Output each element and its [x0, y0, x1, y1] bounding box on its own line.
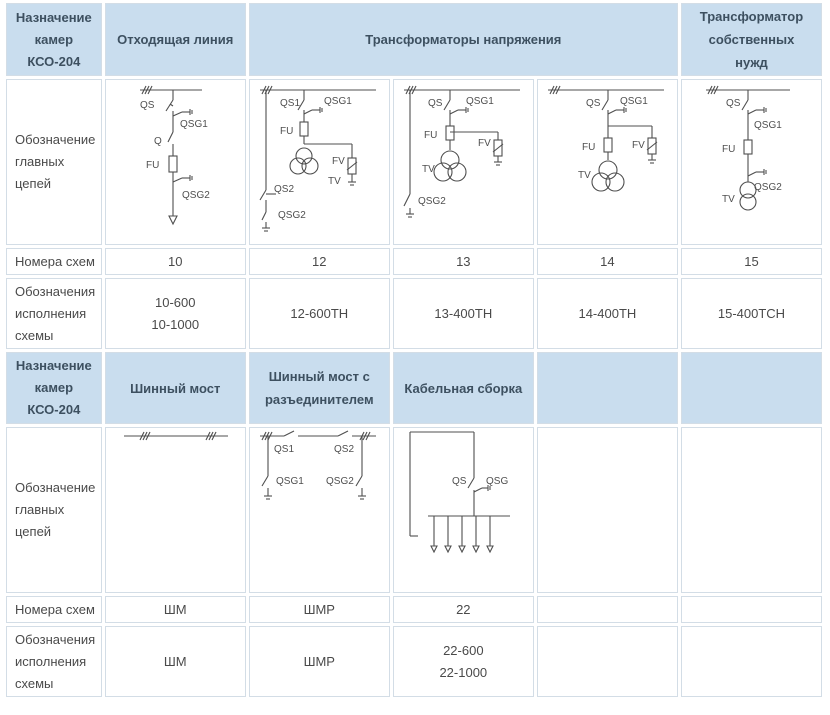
empty-cell-2: [681, 427, 822, 593]
purpose-header: Назначение камер КСО-204: [6, 3, 102, 76]
empty-cell-4: [681, 596, 822, 623]
scheme-14-svg: [542, 82, 672, 242]
scheme-14-diagram: [537, 79, 678, 245]
kso-204-table: [3, 0, 825, 700]
header-bus-bridge-disconnector: Шинный мост с разъединителем: [249, 352, 390, 424]
header-voltage-transformers: Трансформаторы напряжения: [249, 3, 678, 76]
scheme-15-diagram: [681, 79, 822, 245]
scheme-number-15: 15: [681, 248, 822, 275]
label-fu: FU: [424, 130, 438, 141]
scheme-number-13: 13: [393, 248, 534, 275]
label-fu: FU: [722, 144, 736, 155]
scheme-shm-diagram: [105, 427, 246, 593]
variant-22: 22-600 22-1000: [393, 626, 534, 697]
label-qsg1: QSG1: [180, 119, 209, 130]
scheme-10-diagram: [105, 79, 246, 245]
label-qsg1: QSG1: [754, 120, 783, 131]
scheme-22-svg: [398, 428, 528, 558]
header-cable-assembly: Кабельная сборка: [393, 352, 534, 424]
label-fu: FU: [582, 142, 596, 153]
label-tv: TV: [722, 194, 736, 205]
header-empty-2: [681, 352, 822, 424]
label-fu: FU: [146, 160, 160, 171]
header-aux-transformer: Трансформатор собственных нужд: [681, 3, 822, 76]
scheme-12-svg: [254, 82, 384, 242]
circuits-label-2: Обозначение главных цепей: [6, 427, 102, 593]
label-q: Q: [154, 136, 162, 147]
numbers-label: Номера схем: [6, 248, 102, 275]
scheme-22-diagram: [393, 427, 534, 593]
label-qsg2: QSG2: [182, 190, 211, 201]
variants-label: Обозначения исполнения схемы: [6, 278, 102, 349]
numbers-label-2: Номера схем: [6, 596, 102, 623]
scheme-number-12: 12: [249, 248, 390, 275]
variants-label-2: Обозначения исполнения схемы: [6, 626, 102, 697]
label-qsg2: QSG2: [754, 182, 783, 193]
variant-13: 13-400ТН: [393, 278, 534, 349]
empty-cell-6: [681, 626, 822, 697]
label-qsg1: QSG1: [276, 476, 305, 487]
label-qs: QS: [586, 98, 601, 109]
label-fv: FV: [332, 156, 346, 167]
scheme-shmr-svg: [254, 428, 384, 518]
header-outgoing-line: Отходящая линия: [105, 3, 246, 76]
label-qsg1: QSG1: [324, 96, 353, 107]
scheme-number-10: 10: [105, 248, 246, 275]
scheme-shmr-diagram: [249, 427, 390, 593]
label-qsg: QSG: [486, 476, 509, 487]
scheme-number-shmr: ШМР: [249, 596, 390, 623]
header-empty-1: [537, 352, 678, 424]
variant-shmr: ШМР: [249, 626, 390, 697]
label-qsg1: QSG1: [466, 96, 495, 107]
label-qs: QS: [428, 98, 443, 109]
empty-cell-5: [537, 626, 678, 697]
purpose-header-2: Назначение камер КСО-204: [6, 352, 102, 424]
scheme-number-14: 14: [537, 248, 678, 275]
scheme-number-shm: ШМ: [105, 596, 246, 623]
variant-10: 10-600 10-1000: [105, 278, 246, 349]
label-fu: FU: [280, 126, 294, 137]
label-fv: FV: [632, 140, 646, 151]
label-tv: TV: [422, 164, 436, 175]
scheme-13-diagram: [393, 79, 534, 245]
scheme-10-svg: [110, 82, 240, 242]
label-qs1: QS1: [280, 98, 301, 109]
label-qs1: QS1: [274, 444, 295, 455]
variant-15: 15-400ТСН: [681, 278, 822, 349]
label-qsg2: QSG2: [418, 196, 447, 207]
scheme-13-svg: [398, 82, 528, 242]
variant-shm: ШМ: [105, 626, 246, 697]
label-tv: TV: [578, 170, 592, 181]
variant-12: 12-600ТН: [249, 278, 390, 349]
label-qsg2: QSG2: [326, 476, 355, 487]
variant-14: 14-400ТН: [537, 278, 678, 349]
scheme-shm-svg: [110, 428, 240, 458]
scheme-12-diagram: [249, 79, 390, 245]
label-tv: TV: [328, 176, 342, 187]
label-fv: FV: [478, 138, 492, 149]
label-qsg1: QSG1: [620, 96, 649, 107]
scheme-15-svg: [686, 82, 816, 242]
header-bus-bridge: Шинный мост: [105, 352, 246, 424]
scheme-number-22: 22: [393, 596, 534, 623]
empty-cell-1: [537, 427, 678, 593]
label-qs2: QS2: [334, 444, 355, 455]
label-qs: QS: [140, 100, 155, 111]
label-qs: QS: [452, 476, 467, 487]
label-qs: QS: [726, 98, 741, 109]
label-qs2: QS2: [274, 184, 295, 195]
label-qsg2: QSG2: [278, 210, 307, 221]
circuits-label: Обозначение главных цепей: [6, 79, 102, 245]
empty-cell-3: [537, 596, 678, 623]
